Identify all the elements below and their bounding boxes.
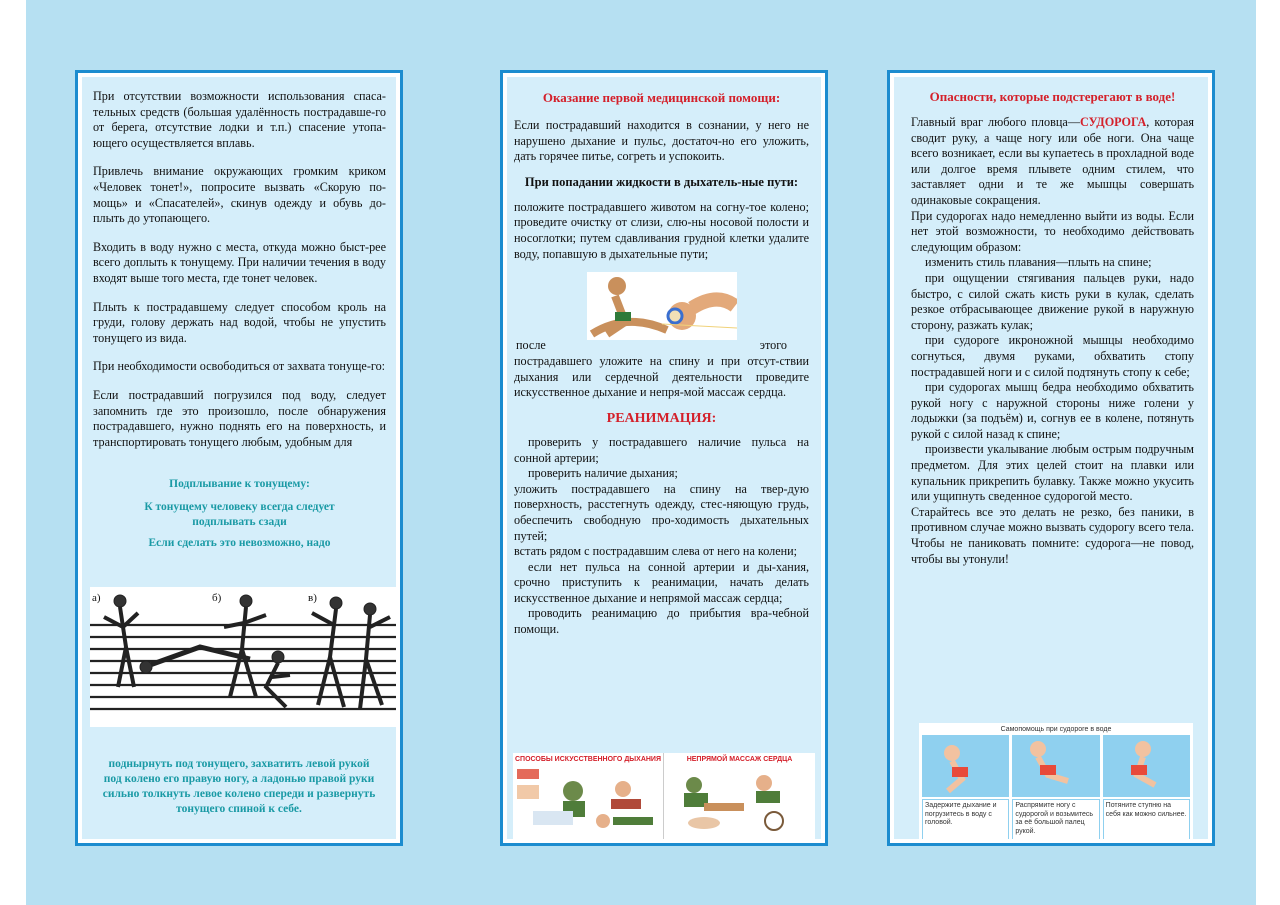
cramp-item-1: изменить стиль плавания—плыть на спине; — [925, 255, 1152, 270]
paragraph-5: При необходимости освободиться от захвата тонуще-го: — [93, 359, 386, 374]
airway-heading: При попадании жидкости в дыхатель-ные пути: — [524, 174, 799, 189]
panel-water-dangers — [887, 70, 1215, 846]
poster-breathing-title: СПОСОБЫ ИСКУССТВЕННОГО ДЫХАНИЯ — [514, 756, 661, 763]
reanimation-item-2: проверить наличие дыхания; — [528, 466, 678, 481]
infographic-scene-3 — [1103, 735, 1190, 797]
this-word: этого — [759, 338, 787, 353]
cramp-leave-water: При судорогах надо немедленно выйти из воды. Если нет этой возможности, то необходимо действовать следующим образом: — [911, 208, 1194, 254]
panel-first-aid — [500, 70, 828, 846]
cpr-poster — [513, 753, 815, 839]
reanimation-item-5: если нет пульса на сонной артерии и ды-хания, срочно приступить к реанимации, начать делать искусственное дыхание и непрямой массаж сердца; — [514, 559, 809, 605]
reanimation-item-1: проверить у пострадавшего наличие пульса на сонной артерии; — [514, 434, 809, 465]
infographic-step-2: Распрямите ногу с судорогой и возьмитесь за её большой палец рукой. — [1012, 799, 1099, 839]
paragraph-6: Если пострадавший погрузился под воду, следует запомнить где это произошло, после обнаружения пострадавшего, нужно поднять его на поверхность, и транспортировать тонущего любым, удобным для — [93, 387, 386, 449]
reanimation-item-3: уложить пострадавшего на спину на твер-дую поверхность, расстегнуть одежду, стес-няющую грудь, обеспечить свободную про-ходимость дыхательных путей; — [514, 481, 809, 543]
cramp-word: СУДОРОГА — [1079, 115, 1147, 129]
first-aid-title: Оказание первой медицинской помощи: — [542, 90, 781, 105]
paragraph-2: Привлечь внимание окружающих громким криком «Человек тонет!», попросите вызвать «Скорую по-мощь» и «Спасателей», скинув одежду и обувь до-плыть до утопающего. — [93, 164, 386, 226]
paragraph-4: Плыть к пострадавшему следует способом кроль на груди, голову держать над водой, чтобы не упустить тонущего из вида. — [93, 299, 386, 345]
infographic-scene-2 — [1012, 735, 1099, 797]
cramp-closing: Старайтесь все это делать не резко, без паники, в противном случае можно вызвать судорогу всего тела. Чтобы не паниковать помните: судорога—не повод, чтобы вы утонули! — [911, 504, 1194, 566]
first-aid-intro: Если пострадавший находится в сознании, у него не нарушено дыхание и пульс, достаточ-но его уложить, дать горячее питье, согреть и успокоить. — [514, 118, 809, 164]
after-word: после — [516, 338, 546, 353]
infographic-step-3: Потяните ступню на себя как можно сильнее. — [1103, 799, 1190, 839]
approach-line-1: К тонущему человеку всегда следует подплывать сзади — [144, 501, 335, 529]
cramp-intro — [911, 115, 1194, 209]
poster-massage-title: НЕПРЯМОЙ МАССАЖ СЕРДЦА — [686, 756, 793, 763]
approach-line-2: Если сделать это невозможно, надо — [148, 537, 331, 550]
rescue-breathing-illustration — [587, 272, 737, 340]
reanimation-item-4: встать рядом с пострадавшим слева от него на колени; — [514, 544, 798, 559]
cramp-item-3: при судороге икроножной мышцы необходимо согнуться, двумя руками, обхватить стопу пострадавшей ноги и с силой подтянуть стопу к себе; — [911, 333, 1194, 379]
after-instructions: пострадавшего уложите на спину и при отсут-ствии дыхания или сердечной деятельности проведите искусственное дыхание и непря-мой массаж сердца. — [514, 354, 809, 400]
figure-label-a: а) — [92, 592, 101, 604]
dangers-title: Опасности, которые подстерегают в воде! — [929, 89, 1176, 104]
cramp-item-2: при ощущении стягивания пальцев руки, надо быстро, с силой сжать кисть руки в кулак, сделать резкое отбрасывающее движение рукой в наружную сторону, разжать кулак; — [911, 270, 1194, 332]
panel-rescue — [75, 70, 403, 846]
figure-label-b: б) — [212, 592, 222, 604]
intro-start: Главный враг любого пловца— — [911, 115, 1080, 129]
approach-heading: Подплывание к тонущему: — [169, 478, 310, 491]
self-help-infographic — [919, 723, 1193, 839]
cramp-item-4: при судорогах мышц бедра необходимо обхватить рукой ногу с наружной стороны ниже голени у лодыжки (за подъём) и, согнув ее в колене, потянуть рукой с силой назад к спине; — [911, 380, 1194, 441]
figure-label-c: в) — [308, 592, 317, 604]
infographic-step-1: Задержите дыхание и погрузитесь в воду с головой. — [922, 799, 1009, 839]
rescue-illustration — [90, 587, 396, 727]
dive-under-instruction: поднырнуть под тонущего, захватить левой рукой под колено его правую ногу, а ладонью правой руки сильно толкнуть левое колено спереди и развернуть тонущего спиной к себе. — [102, 758, 376, 815]
paragraph-3: Входить в воду нужно с места, откуда можно быст-рее всего доплыть к тонущему. При наличии течения в воду входят выше того места, где тонет человек. — [93, 239, 386, 285]
cramp-item-5: произвести укалывание любым острым подручным предметом. Для этих целей стоит на плавки или купальник прикрепить булавку. Также можно укусить или ущипнуть сведенное судорогой место. — [911, 442, 1194, 504]
reanimation-item-6: проводить реанимацию до прибытия вра-чебной помощи. — [514, 606, 809, 637]
infographic-title: Самопомощь при судороге в воде — [1000, 726, 1112, 733]
infographic-scene-1 — [922, 735, 1009, 797]
paragraph-1: При отсутствии возможности использования спаса-тельных средств (большая удалённость пострадавше-го от берега, отсутствие лодки и т.п.) спасение утопа-ющего осуществляется вплавь. — [93, 89, 386, 150]
intro-end: , которая сводит руку, а чаще ногу или обе ноги. Она чаще всего возникает, если вы купаетесь в прохладной воде или долгое время плывете одним стилем, что заставляет одни и те же мышцы совершать одинаковые сокращения. — [911, 115, 1194, 207]
airway-steps: положите пострадавшего животом на согну-тое колено; проведите очистку от слизи, слю-ны носовой полости и носоглотки; путем сдавливания грудной клетки удалите воду, попавшую в дыхательные пути; — [514, 199, 809, 261]
reanimation-title: РЕАНИМАЦИЯ: — [606, 410, 717, 426]
